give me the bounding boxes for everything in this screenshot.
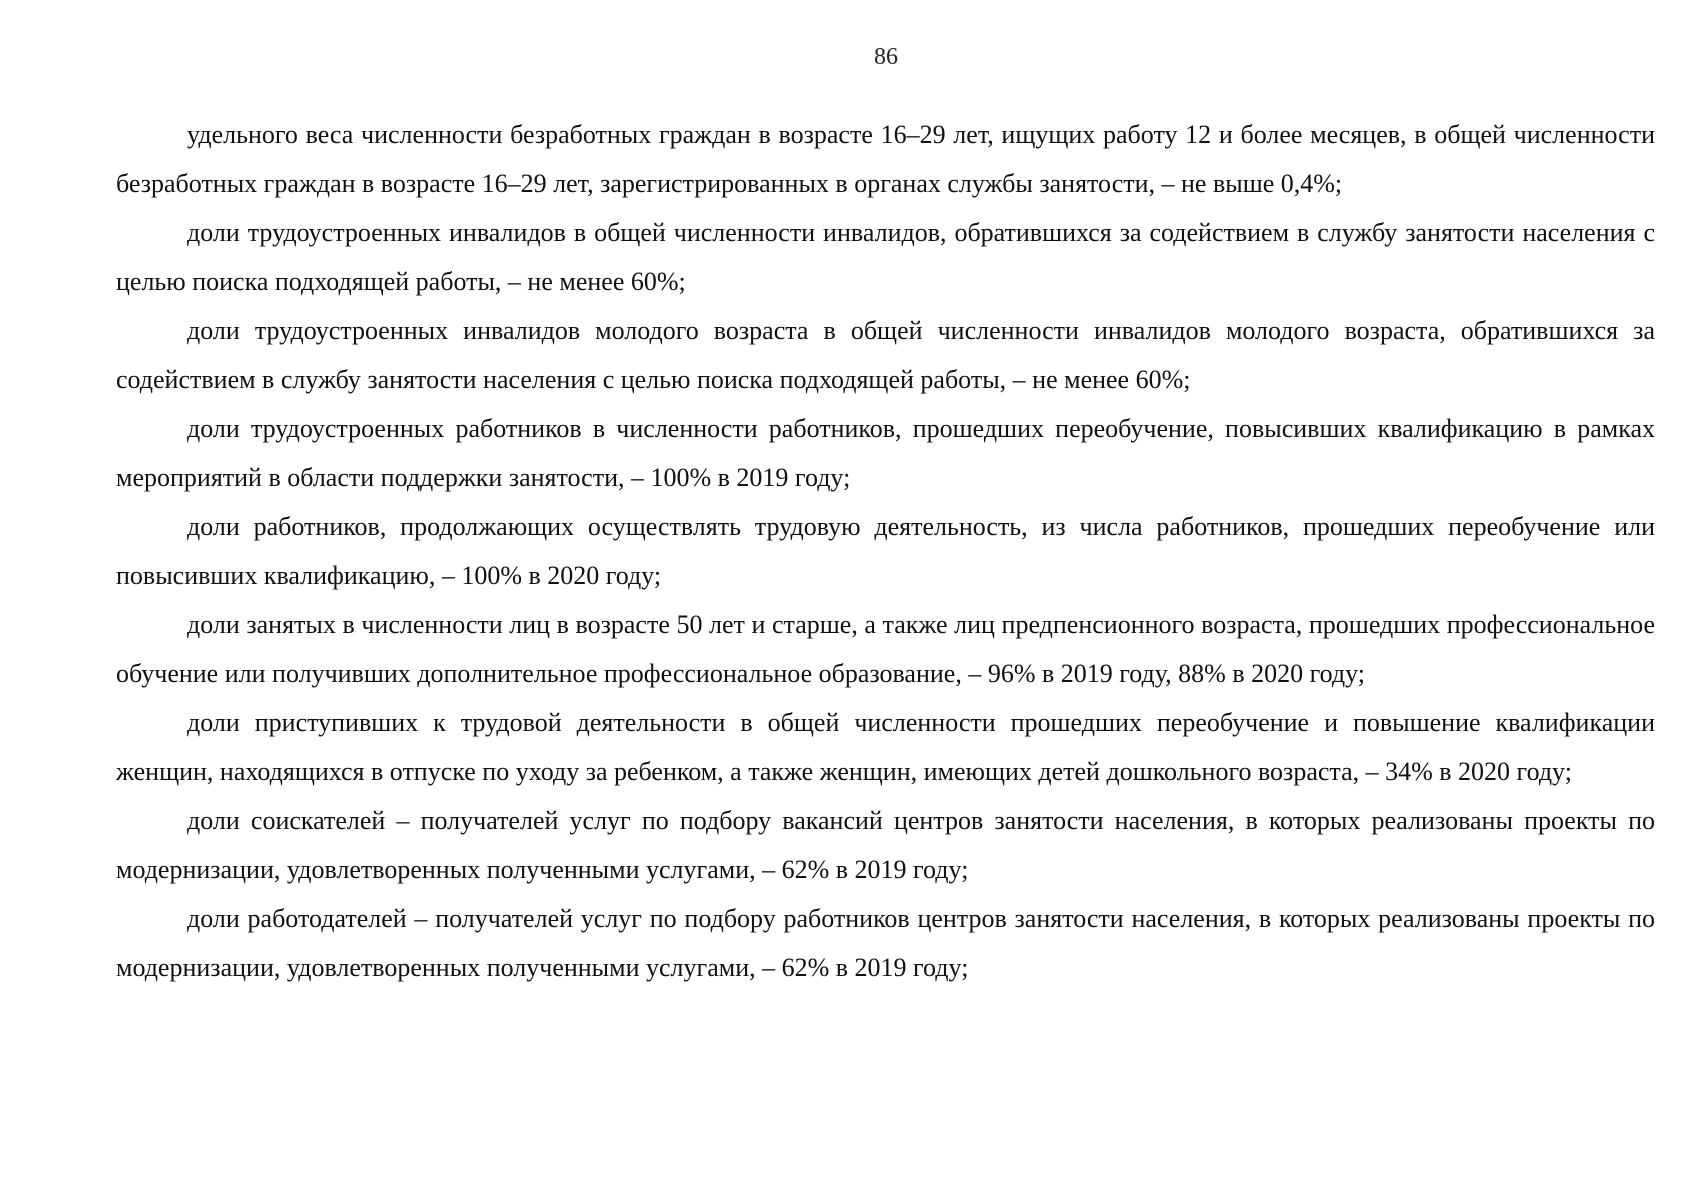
paragraph: доли соискателей – получателей услуг по подбору вакансий центров занятости населения, в которых реализованы проекты по модернизации, удовлетворенных полученными услугами, – 62% в 2019 году; bbox=[116, 806, 1655, 884]
paragraph: доли работодателей – получателей услуг по подбору работников центров занятости населения, в которых реализованы проекты по модернизации, удовлетворенных полученными услугами, – 62% в 2019 году; bbox=[116, 904, 1655, 982]
paragraph: доли занятых в численности лиц в возрасте 50 лет и старше, а также лиц предпенсионного возраста, прошедших профессиональное обучение или получивших дополнительное профессиональное образование, – 96% в 2019 году, 88% в 2020 году; bbox=[116, 610, 1655, 688]
paragraph: удельного веса численности безработных граждан в возрасте 16–29 лет, ищущих работу 12 и более месяцев, в общей численности безработных граждан в возрасте 16–29 лет, зарегистрированных в органах службы занятости, – не выше 0,4%; bbox=[116, 120, 1655, 198]
paragraph: доли приступивших к трудовой деятельности в общей численности прошедших переобучение и повышение квалификации женщин, находящихся в отпуске по уходу за ребенком, а также женщин, имеющих детей дошкольного возраста, – 34% в 2020 году; bbox=[116, 708, 1655, 786]
document-body bbox=[116, 110, 1655, 992]
page-number: 86 bbox=[874, 44, 898, 70]
paragraph: доли трудоустроенных инвалидов в общей численности инвалидов, обратившихся за содействием в службу занятости населения с целью поиска подходящей работы, – не менее 60%; bbox=[116, 218, 1655, 296]
paragraph: доли трудоустроенных инвалидов молодого возраста в общей численности инвалидов молодого возраста, обратившихся за содействием в службу занятости населения с целью поиска подходящей работы, – не менее 60%; bbox=[116, 316, 1655, 394]
paragraph: доли работников, продолжающих осуществлять трудовую деятельность, из числа работников, прошедших переобучение или повысивших квалификацию, – 100% в 2020 году; bbox=[116, 512, 1655, 590]
paragraph: доли трудоустроенных работников в численности работников, прошедших переобучение, повысивших квалификацию в рамках мероприятий в области поддержки занятости, – 100% в 2019 году; bbox=[116, 414, 1655, 492]
